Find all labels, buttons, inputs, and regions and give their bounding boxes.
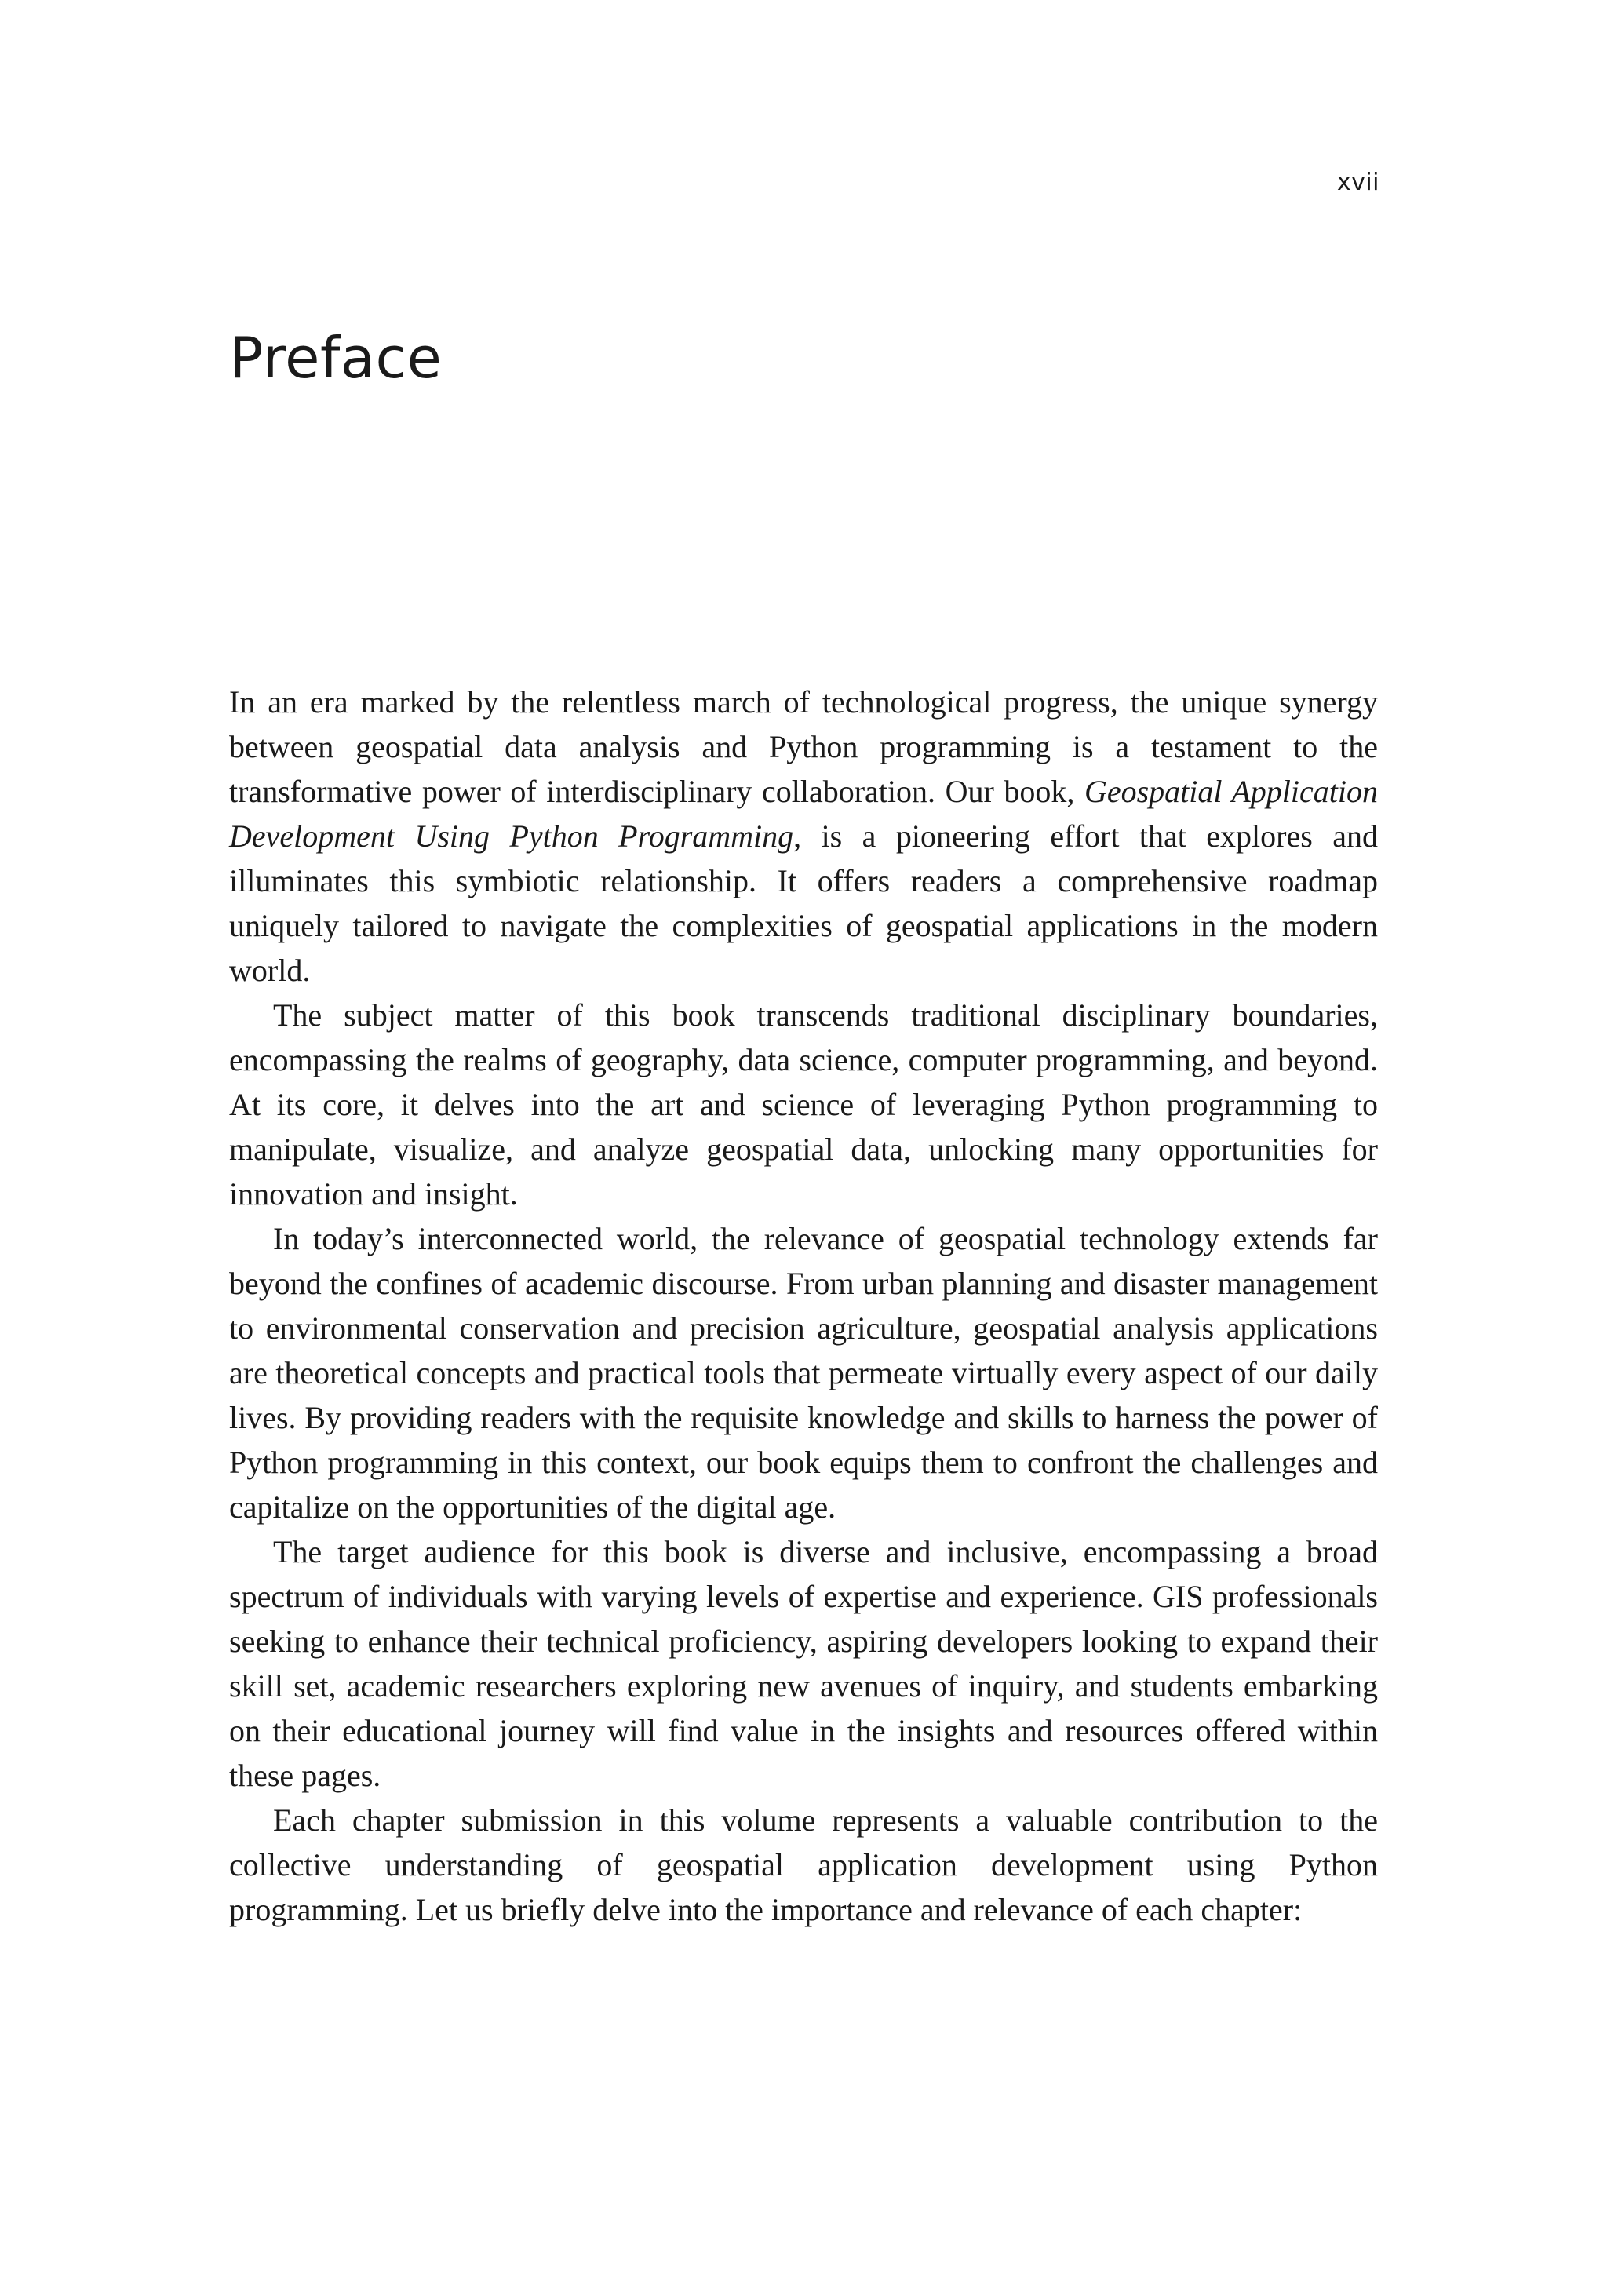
paragraph-1-lead: In an era marked by the relentless march of technological progress, the unique synergy between geospatial data analysis and Python programming is a testament to the transformative power of interdisciplinary collaboration. Our book,	[229, 684, 1378, 809]
paragraph-1-rest: , is a pioneering effort that explores and illuminates this symbiotic relationship. It offers readers a comprehensive roadmap uniquely tailored to navigate the complexities of geospatial applications in the modern world.	[229, 818, 1378, 988]
paragraph-1	[229, 680, 1378, 993]
page-title: Preface	[229, 325, 443, 391]
book-title-italic: Geospatial Application Development Using Python Programming	[229, 774, 1378, 854]
paragraph-2: The subject matter of this book transcends traditional disciplinary boundaries, encompassing the realms of geography, data science, computer programming, and beyond. At its core, it delves into the art and science of leveraging Python programming to manipulate, visualize, and analyze geospatial data, unlocking many opportunities for innovation and insight.	[229, 997, 1378, 1212]
paragraph-4: The target audience for this book is diverse and inclusive, encompassing a broad spectrum of individuals with varying levels of expertise and experience. GIS professionals seeking to enhance their technical proficiency, aspiring developers looking to expand their skill set, academic researchers exploring new avenues of inquiry, and students embarking on their educational journey will find value in the insights and resources offered within these pages.	[229, 1534, 1378, 1793]
paragraph-5: Each chapter submission in this volume represents a valuable contribution to the collective understanding of geospatial application development using Python programming. Let us briefly delve into the importance and relevance of each chapter:	[229, 1802, 1378, 1927]
body-text	[229, 680, 1378, 1932]
page-number: xvii	[1336, 169, 1379, 196]
paragraph-3: In today’s interconnected world, the relevance of geospatial technology extends far beyond the confines of academic discourse. From urban planning and disaster management to environmental conservation and precision agriculture, geospatial analysis applications are theoretical concepts and practical tools that permeate virtually every aspect of our daily lives. By providing readers with the requisite knowledge and skills to harness the power of Python programming in this context, our book equips them to confront the challenges and capitalize on the opportunities of the digital age.	[229, 1221, 1378, 1525]
